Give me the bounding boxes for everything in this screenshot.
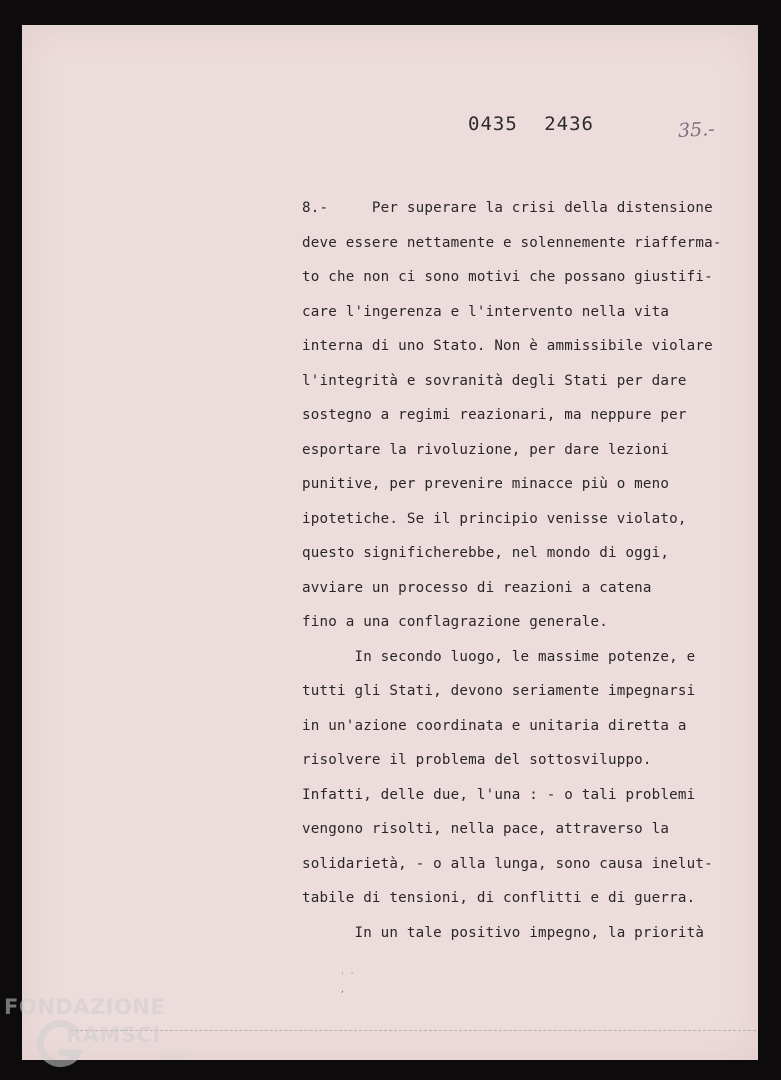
text-line: ipotetiche. Se il principio venisse violato, — [302, 510, 687, 527]
text-line: l'integrità e sovranità degli Stati per dare — [302, 372, 687, 389]
text-line: care l'ingerenza e l'intervento nella vita — [302, 303, 670, 320]
stray-mark: ' ' — [340, 971, 355, 980]
text-line: questo significherebbe, nel mondo di oggi, — [302, 545, 670, 561]
archive-number: 0435 2436 — [468, 113, 594, 135]
document-page — [22, 25, 758, 1060]
text-line: to che non ci sono motivi che possano giustifi- — [302, 269, 713, 285]
text-line: in un'azione coordinata e unitaria diretta a — [302, 717, 687, 734]
watermark-line-2: RAMSCI — [66, 1023, 161, 1047]
text-line: tabile di tensioni, di conflitti e di guerra. — [302, 890, 696, 906]
text-line: In secondo luogo, le massime potenze, e — [302, 648, 696, 665]
text-line: punitive, per prevenire minacce più o meno — [302, 476, 670, 492]
text-line: In un tale positivo impegno, la priorità — [302, 924, 705, 941]
text-line: Infatti, delle due, l'una : - o tali problemi — [302, 786, 696, 803]
text-line: fino a una conflagrazione generale. — [302, 614, 608, 630]
text-line: esportare la rivoluzione, per dare lezioni — [302, 441, 670, 458]
text-line: interna di uno Stato. Non è ammissibile violare — [302, 338, 713, 354]
text-line: 8.- Per superare la crisi della distensione — [302, 200, 713, 216]
stray-dot: , — [340, 985, 345, 994]
text-line: vengono risolti, nella pace, attraverso la — [302, 821, 670, 837]
text-line: tutti gli Stati, devono seriamente impegnarsi — [302, 683, 696, 699]
text-line: deve essere nettamente e solennemente riafferma- — [302, 234, 722, 251]
text-line: avviare un processo di reazioni a catena — [302, 579, 652, 596]
text-line: risolvere il problema del sottosviluppo. — [302, 752, 652, 768]
watermark-suffix: onlus — [161, 1052, 186, 1062]
text-line: sostegno a regimi reazionari, ma neppure per — [302, 407, 687, 423]
text-line: solidarietà, - o alla lunga, sono causa inelut- — [302, 855, 713, 872]
typewritten-text — [302, 191, 762, 950]
handwritten-page-number: 35.- — [677, 118, 716, 142]
watermark-line-1: FONDAZIONE — [4, 995, 166, 1019]
fondazione-gramsci-watermark — [4, 992, 204, 1077]
